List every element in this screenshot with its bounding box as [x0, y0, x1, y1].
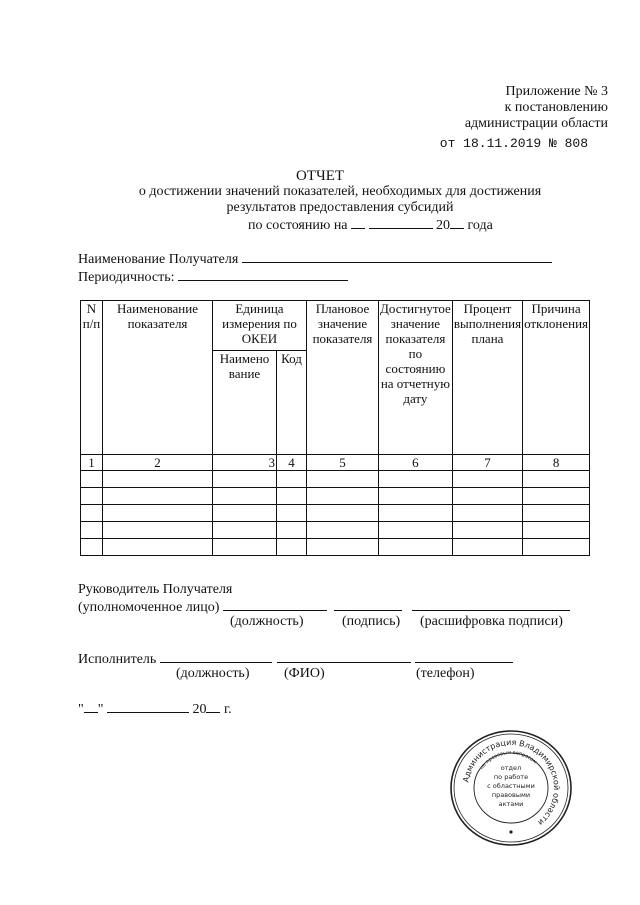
stamp-center-line-5: актами — [498, 800, 524, 808]
as-of-year-blank — [450, 216, 464, 229]
appendix-header — [465, 84, 608, 132]
header-indicator: Наименование показателя — [103, 301, 213, 455]
table-row — [81, 505, 590, 522]
appendix-title: Приложение № 3 — [505, 84, 608, 99]
header-unit: Единица измерения по ОКЕИ — [213, 301, 307, 351]
col-num-1: 1 — [81, 455, 103, 471]
col-num-7: 7 — [452, 455, 522, 471]
date-line — [78, 700, 232, 718]
decoding-blank — [412, 598, 570, 611]
header-achieved: Достигнутое значение показателя по состоянию на отчетную дату — [379, 301, 453, 455]
exec-position-blank — [160, 650, 272, 663]
recipient-field — [78, 250, 552, 268]
column-number-row — [81, 455, 590, 471]
report-subtitle-line2: результатов предоставления субсидий — [226, 200, 454, 215]
header-planned: Плановое значение показателя — [307, 301, 379, 455]
date-quote-open: " — [78, 702, 84, 717]
date-year-prefix: 20 — [192, 702, 207, 717]
header-unit-code: Код — [277, 351, 307, 455]
col-num-2: 2 — [103, 455, 213, 471]
report-subtitle-line1: о достижении значений показателей, необходимых для достижения — [138, 184, 542, 199]
header-unit-name: Наимено вание — [213, 351, 277, 455]
date-month-blank — [107, 700, 189, 713]
decree-date: от 18.11.2019 № 808 — [439, 136, 588, 151]
caption-fio: (ФИО) — [284, 666, 325, 681]
table-row — [81, 522, 590, 539]
as-of-line — [248, 216, 493, 234]
as-of-year-prefix: 20 — [436, 218, 451, 233]
stamp-inner-text: по правовым вопросам — [478, 749, 538, 771]
caption-position: (должность) — [230, 614, 304, 629]
report-subtitle — [100, 184, 580, 216]
date-day-blank — [84, 700, 98, 713]
periodicity-field — [78, 268, 348, 286]
header-num: N п/п — [81, 301, 103, 455]
stamp-center-line-3: с областными — [487, 782, 535, 790]
appendix-authority: администрации области — [464, 116, 608, 131]
caption-exec-position: (должность) — [176, 666, 250, 681]
exec-fio-blank — [277, 650, 411, 663]
col-num-6: 6 — [379, 455, 453, 471]
authorized-label: (уполномоченное лицо) — [78, 600, 220, 615]
stamp-star-icon — [509, 830, 512, 833]
executor-label: Исполнитель — [78, 652, 157, 667]
stamp-center-line-2: по работе — [493, 773, 529, 781]
official-stamp — [448, 728, 574, 848]
recipient-blank — [242, 250, 552, 263]
stamp-center-line-4: правовыми — [491, 791, 531, 799]
periodicity-label: Периодичность: — [78, 270, 175, 285]
table-row — [81, 539, 590, 556]
appendix-ref: к постановлению — [504, 100, 608, 115]
as-of-prefix: по состоянию на — [248, 218, 348, 233]
table-row — [81, 488, 590, 505]
col-num-4: 4 — [277, 455, 307, 471]
date-quote-close: " — [97, 702, 104, 717]
caption-phone: (телефон) — [416, 666, 475, 681]
date-year-blank — [206, 700, 220, 713]
position-blank — [223, 598, 327, 611]
signature-blank — [334, 598, 402, 611]
head-label: Руководитель Получателя — [78, 582, 233, 597]
table-row — [81, 471, 590, 488]
col-num-3: 3 — [213, 455, 277, 471]
stamp-center-line-1: отдел — [500, 764, 522, 772]
stamp-outer-text: Администрация Владимирской области — [461, 737, 562, 828]
date-suffix: г. — [223, 702, 232, 717]
header-percent: Процент выполнения плана — [452, 301, 522, 455]
as-of-suffix: года — [467, 218, 493, 233]
as-of-day-blank — [351, 216, 365, 229]
report-table — [80, 300, 590, 556]
report-title: ОТЧЕТ — [295, 168, 345, 184]
periodicity-blank — [178, 268, 348, 281]
as-of-month-blank — [369, 216, 433, 229]
col-num-5: 5 — [307, 455, 379, 471]
caption-decoding: (расшифровка подписи) — [420, 614, 563, 629]
caption-signature: (подпись) — [342, 614, 401, 629]
col-num-8: 8 — [523, 455, 590, 471]
header-reason: Причина отклонения — [523, 301, 590, 455]
recipient-label: Наименование Получателя — [78, 252, 239, 267]
exec-phone-blank — [415, 650, 513, 663]
